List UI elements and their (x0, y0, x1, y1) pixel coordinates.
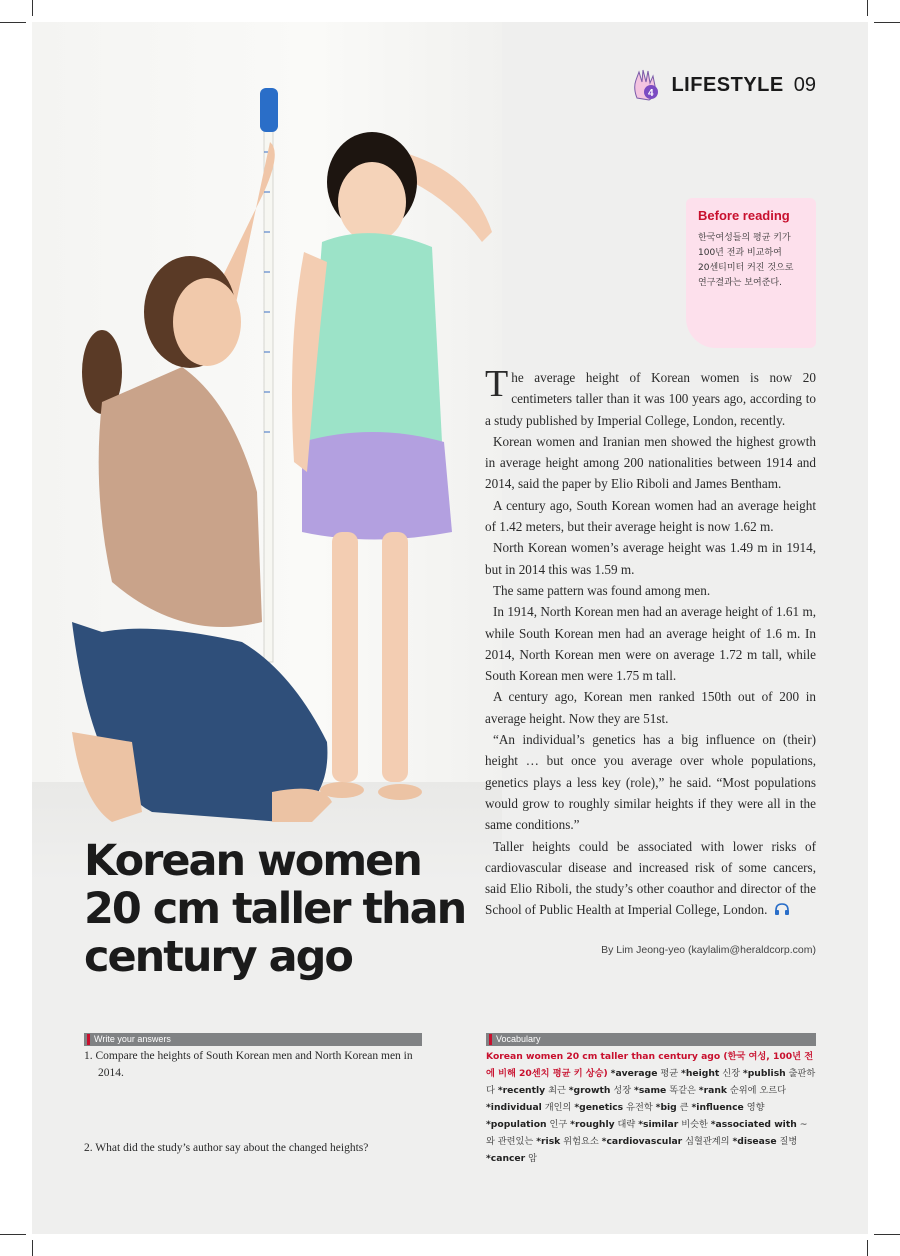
article-paragraph: Korean women and Iranian men showed the highest growth in average height among 200 nationalities between 1914 and 2014, said the paper by Elio Riboli and James Bentham. (485, 433, 816, 492)
drop-cap: T (485, 363, 509, 405)
vocabulary-term: *disease 질병 (732, 1136, 798, 1147)
svg-text:4: 4 (648, 88, 655, 99)
vocabulary-term: *same 똑같은 (634, 1085, 696, 1096)
crop-mark (32, 0, 33, 16)
crop-mark (874, 1234, 900, 1235)
section-label: LIFESTYLE (671, 73, 784, 96)
crop-mark (874, 22, 900, 23)
vocabulary-term: *average 평균 (610, 1068, 679, 1079)
vocabulary-term: *influence 영향 (691, 1102, 765, 1113)
page-number: 09 (793, 73, 816, 96)
vocabulary-term: *rank 순위에 오르다 (698, 1085, 787, 1096)
vocabulary-term: *cardiovascular 심혈관계의 (601, 1136, 730, 1147)
before-reading-box (686, 198, 816, 348)
crop-mark (867, 1240, 868, 1256)
article-photo (32, 22, 502, 882)
headphones-icon[interactable] (774, 902, 790, 916)
article-paragraph: In 1914, North Korean men had an average height of 1.61 m, while South Korean men had an average height of 1.6 m. In 2014, North Korean men were on average 1.72 m tall, while South Korean men were 1.75 m tall. (485, 604, 816, 684)
vocabulary-term: *big 큰 (655, 1102, 689, 1113)
vocabulary-term: *similar 비슷한 (638, 1119, 708, 1130)
vocabulary-term: *roughly 대략 (570, 1119, 636, 1130)
headline: Korean women 20 cm taller than century ago (84, 836, 466, 982)
article-paragraph: North Korean women’s average height was 1.49 m in 1914, but in 2014 this was 1.59 m. (485, 540, 816, 577)
vocabulary-list (486, 1048, 816, 1167)
vocabulary-term: *associated with ~와 관련있는 (486, 1119, 808, 1147)
byline: By Lim Jeong-yeo (kaylalim@heraldcorp.com) (601, 944, 816, 956)
vocabulary-term: *cancer 암 (486, 1153, 538, 1164)
article-paragraph: Taller heights could be associated with lower risks of cardiovascular disease and increased risk of some cancers, said Elio Riboli, the study’s other coauthor and director of the School of Public Health at Imperial College, London. (485, 838, 816, 918)
section-header (631, 68, 816, 102)
question-2: 2. What did the study’s author say about the changed heights? (84, 1142, 369, 1154)
article-paragraph: The average height of Korean women is now 20 centimeters taller than it was 100 years ago, according to a study published by Imperial College, London, recently. (485, 363, 816, 428)
article-paragraph: “An individual’s genetics has a big influence on (their) height … but once you average over whole populations, genetics plays a less key (role),” he said. “Most populations would grow to roughly similar heights if they were all in the same conditions.” (485, 732, 816, 833)
mother-daughter-illustration (32, 22, 502, 882)
crop-mark (0, 22, 26, 23)
vocabulary-title: Korean women 20 cm taller than century ago (한국 여성, 100년 전에 비해 20센치 평균 키 상승) (486, 1051, 814, 1079)
crop-mark (867, 0, 868, 16)
vocabulary-term: *growth 성장 (568, 1085, 632, 1096)
vocabulary-term: *genetics 유전학 (574, 1102, 653, 1113)
vocabulary-term: *risk 위험요소 (536, 1136, 599, 1147)
before-reading-body: 한국여성들의 평균 키가 100년 전과 비교하여 20센티미터 커진 것으로 연구결과는 보여준다. (698, 233, 794, 288)
crop-mark (0, 1234, 26, 1235)
article-paragraph: The same pattern was found among men. (493, 582, 711, 598)
vocabulary-label: Vocabulary (496, 1034, 541, 1044)
article-body (485, 363, 816, 921)
vocabulary-term: *height 신장 (681, 1068, 740, 1079)
vocabulary-term: *population 인구 (486, 1119, 568, 1130)
before-reading-title: Before reading (698, 208, 790, 223)
vocabulary-term: *publish 출판하다 (486, 1068, 816, 1096)
magazine-page (32, 22, 868, 1234)
vocabulary-bar (486, 1033, 816, 1046)
vocabulary-term: *individual 개인의 (486, 1102, 572, 1113)
hand-four-logo-icon (631, 68, 661, 102)
write-answers-bar (84, 1033, 422, 1046)
crop-mark (32, 1240, 33, 1256)
vocabulary-term: *recently 최근 (497, 1085, 566, 1096)
article-paragraph: A century ago, Korean men ranked 150th out of 200 in average height. Now they are 51st. (485, 689, 816, 726)
write-answers-label: Write your answers (94, 1034, 171, 1044)
question-1: 1. Compare the heights of South Korean men and North Korean men in 2014. (84, 1050, 413, 1079)
article-paragraph: A century ago, South Korean women had an average height of 1.42 meters, but their average height is now 1.62 m. (485, 497, 816, 535)
